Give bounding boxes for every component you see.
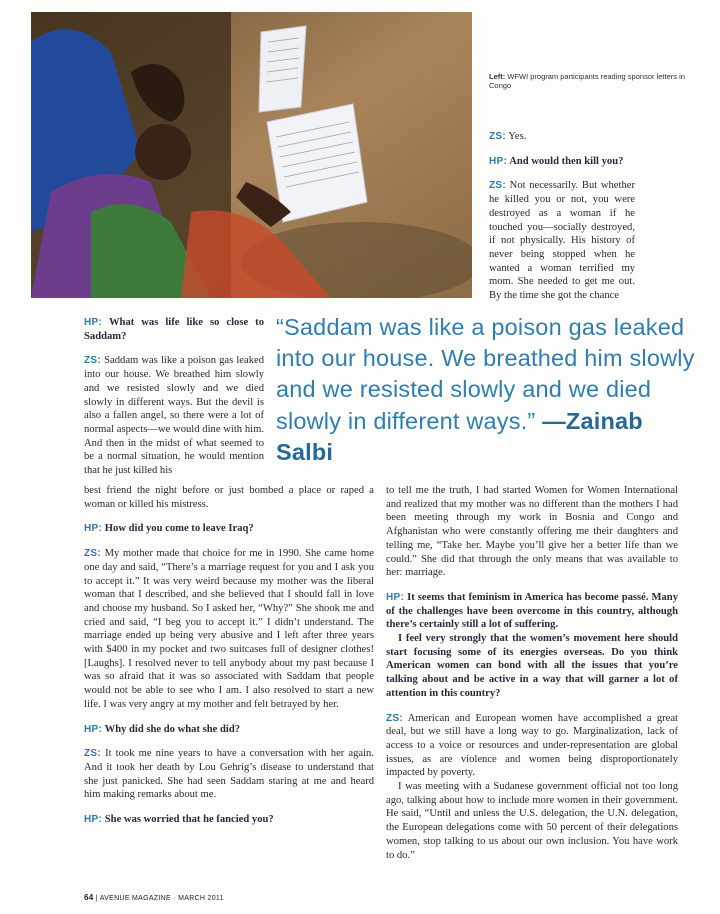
question-text: What was life like so close to Saddam? xyxy=(84,317,264,342)
pull-quote-author: —Zainab Salbi xyxy=(276,407,643,465)
answer-paragraph xyxy=(84,354,264,477)
left-column-upper xyxy=(84,316,264,478)
question-text: Why did she do what she did? xyxy=(104,723,241,735)
caption-text: WFWI program participants reading sponsor letters in Congo xyxy=(489,72,685,90)
right-column-lower xyxy=(386,484,678,862)
answer-text: Yes. xyxy=(508,131,527,142)
question-text: And would then kill you? xyxy=(509,155,624,167)
question-paragraph xyxy=(489,155,635,169)
speaker-tag: HP: xyxy=(84,723,103,735)
speaker-tag: ZS: xyxy=(84,548,102,560)
pull-quote xyxy=(276,312,696,468)
question-paragraph xyxy=(84,316,264,343)
speaker-tag: HP: xyxy=(386,591,405,603)
question-paragraph xyxy=(386,632,678,701)
speaker-tag: ZS: xyxy=(489,180,507,192)
speaker-tag: ZS: xyxy=(84,748,102,760)
photo-caption xyxy=(489,72,689,90)
question-text: I feel very strongly that the women’s movement here should start focusing some of its energies overseas. Do you think American women can bond with all the issues that you’re talking about and be active in a way that will garner a lot of attention in this country? xyxy=(386,633,678,699)
answer-paragraph xyxy=(489,179,635,302)
left-column-lower xyxy=(84,484,374,827)
answer-text: My mother made that choice for me in 1990. She came home one day and said, “There’s a marriage request for you and I ask you to accept it.” It was very weird because my mother was the liberal woman that I described, and she believed that I should fall in love and choose my husband. So I asked her, “Why?” She shook me and cried and said, “I beg you to accept it.” I didn’t understand. The marriage ended up being very abusive and I left after three years with $400 in my pocket and two suitcases full of designer clothes! [Laughs]. I resolved never to tell anybody about my past because I was so afraid that it was so associated with Saddam that people would not be able to see who I am. I also resolved to start a new life. I was very angry at my mother and felt betrayed by her. xyxy=(84,548,374,710)
answer-paragraph xyxy=(386,484,678,580)
answer-paragraph xyxy=(386,712,678,781)
pull-quote-text: “Saddam was like a poison gas leaked into our house. We breathed him slowly and we resisted slowly and we died slowly in different ways.” xyxy=(276,314,695,434)
answer-text: to tell me the truth, I had started Women for Women International and realized that my mother was no different than the mothers I had been meeting through my work in Bosnia and Congo and Afghanistan who were constantly offering me their daughters and telling me, “Take her. Maybe you’ll give her a better life than we could.” She did that through the only means that was available to her: marriage. xyxy=(386,485,678,579)
photo-illustration xyxy=(31,12,472,298)
question-paragraph xyxy=(84,522,374,536)
answer-paragraph xyxy=(489,130,635,144)
answer-text: American and European women have accomplished a great deal, but we still have a long way to go. Marginalization, lack of access to a voice or resources and under-representation are global issues, as are violence and women being disproportionately impacted by poverty. xyxy=(386,712,678,779)
answer-paragraph xyxy=(84,547,374,711)
answer-paragraph xyxy=(84,484,374,511)
answer-text: Not necessarily. But whether he killed you or not, you were destroyed as a woman if he touched you—socially destroyed, if not physically. His history of never being stopped when he wanted a woman terrified my mom. She needed to get me out. By the time she got the chance xyxy=(489,180,635,302)
question-text: It seems that feminism in America has become passé. Many of the challenges have been overcome in this country, although there’s certainly still a lot of suffering. xyxy=(386,591,678,631)
question-paragraph xyxy=(84,723,374,737)
article-photo xyxy=(31,12,472,298)
answer-text: I was meeting with a Sudanese government official not too long ago, talking about how to include more women in their government. He said, “Until and unless the U.S. delegation, the U.N. delegation, the European delegations come with 50 percent of their delegations women, stop talking to us about our own inclusion. You have work to do.” xyxy=(386,781,678,861)
answer-paragraph xyxy=(386,780,678,862)
caption-label: Left: xyxy=(489,72,506,81)
answer-paragraph xyxy=(84,747,374,802)
question-paragraph xyxy=(386,591,678,632)
answer-text: Saddam was like a poison gas leaked into our house. We breathed him slowly and we resisted slowly and we died slowly in different ways. But the devil is also a fallen angel, so there were a lot of normal aspects—we would dine with him. And then in the midst of what seemed to be a normal situation, he would mention that he just killed his xyxy=(84,355,264,477)
speaker-tag: ZS: xyxy=(84,355,102,367)
speaker-tag: HP: xyxy=(84,317,103,328)
footer-text: | AVENUE MAGAZINE · MARCH 2011 xyxy=(95,895,224,902)
answer-text: best friend the night before or just bombed a place or raped a woman or killed his mistress. xyxy=(84,485,374,510)
speaker-tag: ZS: xyxy=(489,131,507,142)
right-column-top xyxy=(489,130,635,303)
page-number: 64 xyxy=(84,893,94,902)
question-text: How did you come to leave Iraq? xyxy=(104,523,254,535)
speaker-tag: HP: xyxy=(84,814,103,826)
question-paragraph xyxy=(84,813,374,827)
page-footer xyxy=(84,893,224,902)
answer-text: It took me nine years to have a conversation with her again. And it took her death by Lou Gehrig’s disease to understand that she just panicked. She had seen Saddam staring at me and heard him making remarks about me. xyxy=(84,748,374,801)
speaker-tag: HP: xyxy=(84,523,103,535)
question-text: She was worried that he fancied you? xyxy=(104,814,274,826)
speaker-tag: ZS: xyxy=(386,712,404,724)
speaker-tag: HP: xyxy=(489,155,508,167)
